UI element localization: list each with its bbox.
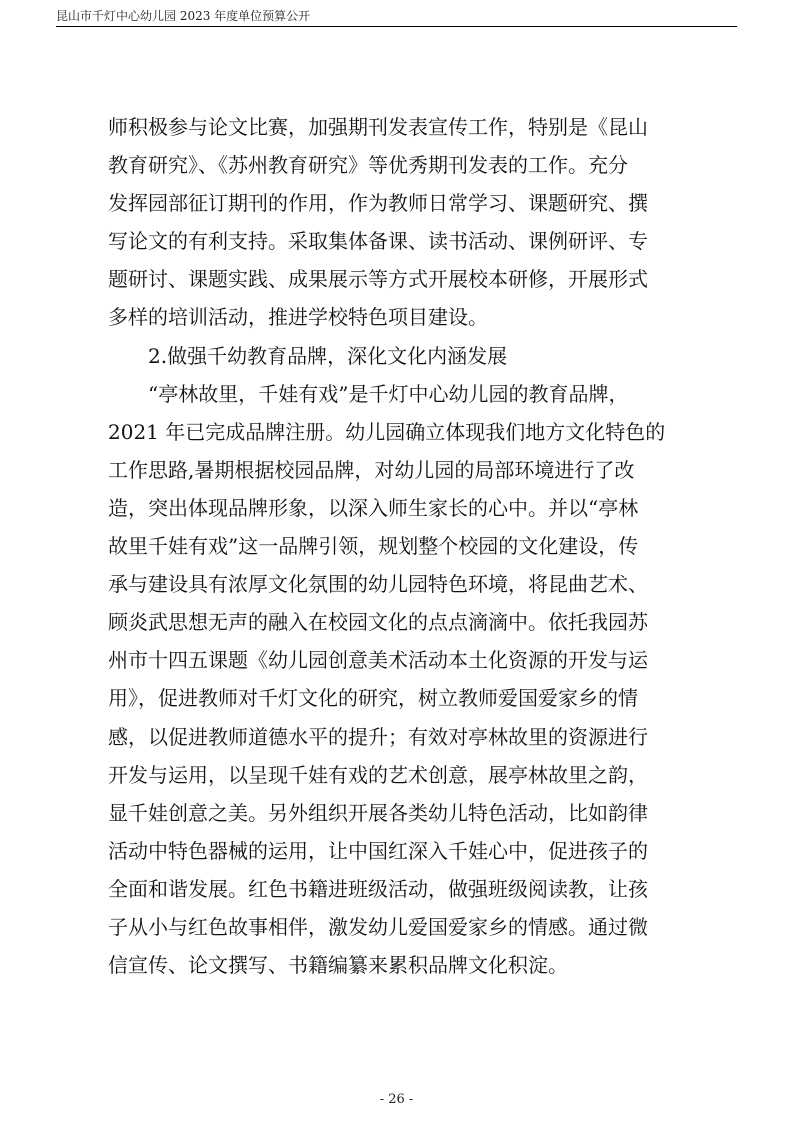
text-line: 发挥园部征订期刊的作用，作为教师日常学习、课题研究、撰 <box>108 191 648 216</box>
text-line: 故里千娃有戏”这一品牌引领，规划整个校园的文化建设，传 <box>108 534 639 559</box>
text-line: 教育研究》、《苏州教育研究》等优秀期刊发表的工作。充分 <box>108 153 628 178</box>
text-line: 2.做强千幼教育品牌，深化文化内涵发展 <box>148 343 508 368</box>
text-line: 多样的培训活动，推进学校特色项目建设。 <box>108 305 488 330</box>
body-text <box>108 108 688 984</box>
text-line: 子从小与红色故事相伴，激发幼儿爱国爱家乡的情感。通过微 <box>108 914 648 939</box>
text-line: 题研讨、课题实践、成果展示等方式开展校本研修，开展形式 <box>108 267 648 292</box>
page-number: - 26 - <box>379 1092 414 1107</box>
text-line: 顾炎武思想无声的融入在校园文化的点点滴滴中。依托我园苏 <box>108 610 648 635</box>
text-line: 用》，促进教师对千灯文化的研究，树立教师爱国爱家乡的情 <box>108 686 638 711</box>
text-line: 开发与运用，以呈现千娃有戏的艺术创意，展亭林故里之韵， <box>108 762 648 787</box>
text-line: 活动中特色器械的运用，让中国红深入千娃心中，促进孩子的 <box>108 838 648 863</box>
text-line: “亭林故里，千娃有戏”是千灯中心幼儿园的教育品牌， <box>148 381 629 406</box>
text-line: 承与建设具有浓厚文化氛围的幼儿园特色环境，将昆曲艺术、 <box>108 572 648 597</box>
text-line: 师积极参与论文比赛，加强期刊发表宣传工作，特别是《昆山 <box>108 115 648 139</box>
text-line: 工作思路,暑期根据校园品牌，对幼儿园的局部环境进行了改 <box>108 457 635 482</box>
text-line: 州市十四五课题《幼儿园创意美术活动本土化资源的开发与运 <box>108 648 648 673</box>
text-line: 2021 年已完成品牌注册。幼儿园确立体现我们地方文化特色的 <box>108 419 666 444</box>
text-line: 感，以促进教师道德水平的提升；有效对亭林故里的资源进行 <box>108 724 648 749</box>
text-line: 写论文的有利支持。采取集体备课、读书活动、课例研评、专 <box>108 229 648 254</box>
page-header: 昆山市千灯中心幼儿园 2023 年度单位预算公开 <box>56 9 311 23</box>
text-line: 信宣传、论文撰写、书籍编纂来累积品牌文化积淀。 <box>108 953 568 978</box>
text-line: 造，突出体现品牌形象，以深入师生家长的心中。并以“亭林 <box>108 495 639 520</box>
text-line: 全面和谐发展。红色书籍进班级活动，做强班级阅读教，让孩 <box>108 876 648 901</box>
header-divider <box>56 26 737 27</box>
text-line: 显千娃创意之美。另外组织开展各类幼儿特色活动，比如韵律 <box>108 800 648 825</box>
